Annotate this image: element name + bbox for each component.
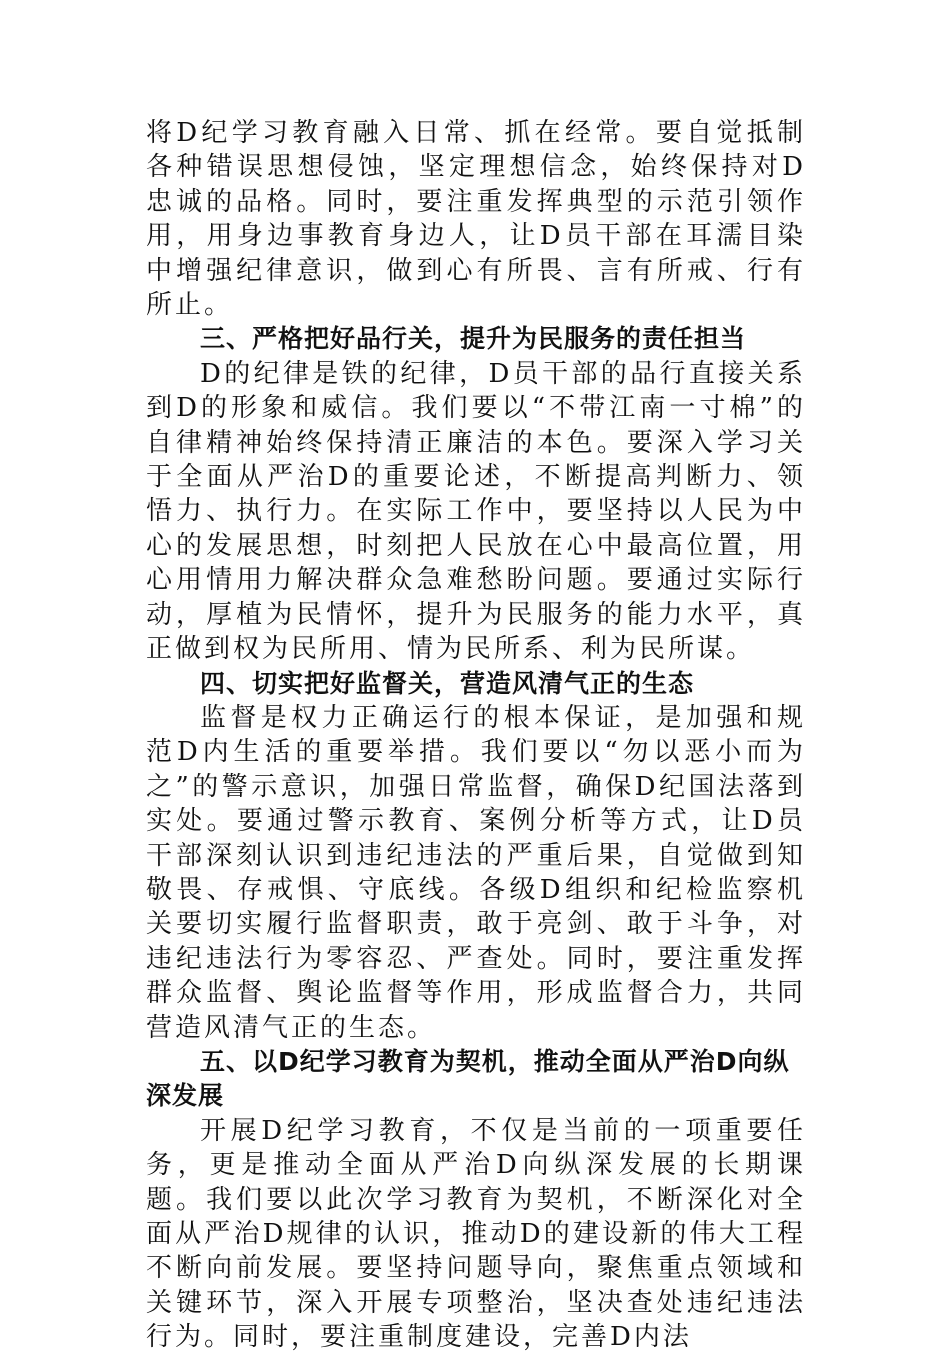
paragraph-discipline-conduct: D的纪律是铁的纪律，D员干部的品行直接关系到D的形象和威信。我们要以“不带江南一寸棉”的自律精神始终保持清正廉洁的本色。要深入学习关于全面从严治D的重要论述，不断提高判断力、领悟力、执行力。在实际工作中，要坚持以人民为中心的发展思想，时刻把人民放在心中最高位置，用心用情用力解决群众急难愁盼问题。要通过实际行动，厚植为民情怀，提升为民服务的能力水平，真正做到权为民所用、情为民所系、利为民所谋。 (146, 358, 806, 665)
paragraph-education-opportunity: 开展D纪学习教育，不仅是当前的一项重要任务，更是推动全面从严治D向纵深发展的长期课题。我们要以此次学习教育为契机，不断深化对全面从严治D规律的认识，推动D的建设新的伟大工程不断向前发展。要坚持问题导向，聚焦重点领域和关键环节，深入开展专项整治，坚决查处违纪违法行为。同时，要注重制度建设，完善D内法 (146, 1115, 806, 1353)
paragraph-supervision: 监督是权力正确运行的根本保证，是加强和规范D内生活的重要举措。我们要以“勿以恶小而为之”的警示意识，加强日常监督，确保D纪国法落到实处。要通过警示教育、案例分析等方式，让D员干部深刻认识到违纪违法的严重后果，自觉做到知敬畏、存戒惧、守底线。各级D组织和纪检监察机关要切实履行监督职责，敢于亮剑、敢于斗争，对违纪违法行为零容忍、严查处。同时，要注重发挥群众监督、舆论监督等作用，形成监督合力，共同营造风清气正的生态。 (146, 702, 806, 1043)
document-body (146, 116, 806, 1355)
paragraph-continuation: 将D纪学习教育融入日常、抓在经常。要自觉抵制各种错误思想侵蚀，坚定理想信念，始终保持对D忠诚的品格。同时，要注重发挥典型的示范引领作用，用身边事教育身边人，让D员干部在耳濡目染中增强纪律意识，做到心有所畏、言有所戒、行有所止。 (146, 118, 806, 321)
section-heading-4: 四、切实把好监督关，营造风清气正的生态 (200, 668, 695, 698)
section-heading-5: 五、以D纪学习教育为契机，推动全面从严治D向纵深发展 (146, 1046, 790, 1111)
section-heading-3: 三、严格把好品行关，提升为民服务的责任担当 (200, 324, 747, 354)
